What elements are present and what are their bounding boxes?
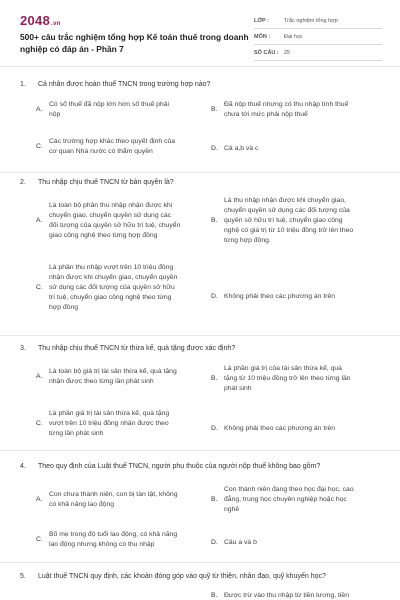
answer-option-b[interactable] — [211, 100, 386, 120]
question-text — [20, 178, 390, 187]
option-line: sử dụng các đối tượng của quyền sở hữu — [49, 284, 175, 291]
option-text — [224, 144, 258, 154]
option-letter: A. — [36, 106, 43, 113]
answer-option-b[interactable] — [211, 364, 386, 394]
option-line: Là toàn bộ phần thu nhập nhận được khi — [49, 202, 173, 209]
answer-option-d[interactable] — [211, 292, 386, 302]
meta-value: Trắc nghiệm tổng hợp — [284, 18, 338, 24]
option-letter: A. — [36, 373, 43, 380]
question-number: 2. — [20, 179, 26, 186]
option-line: nghề — [224, 506, 240, 513]
option-line: quyền sở hữu trí tuệ, chuyển giao công — [224, 217, 343, 224]
meta-row-class — [254, 14, 382, 29]
option-line: Con thành niên đang theo học đại học, cao — [224, 486, 354, 493]
question-stem: Thu nhập chịu thuế TNCN từ bản quyền là? — [38, 179, 174, 186]
option-line: đối tượng của quyền sở hữu trí tuệ, chuyển — [49, 222, 181, 229]
question-text — [20, 572, 390, 581]
meta-row-count — [254, 46, 382, 61]
option-letter: D. — [211, 145, 218, 152]
option-line: lao động nhưng không có thu nhập — [49, 541, 155, 548]
option-line: cơ quan Nhà nước có thẩm quyền — [49, 148, 153, 155]
option-line: đẳng, trung học chuyên nghiệp hoặc học — [224, 496, 347, 503]
answer-option-d[interactable] — [211, 144, 386, 154]
question-text — [20, 344, 390, 353]
question-number: 3. — [20, 345, 26, 352]
option-line: Không phải theo các phương án trên — [224, 293, 336, 300]
option-line: Là phần thu nhập vượt trên 10 triệu đồng — [49, 264, 174, 271]
option-text — [49, 201, 180, 241]
answer-option-b[interactable] — [211, 485, 386, 515]
question-divider — [0, 562, 400, 563]
option-text — [49, 263, 177, 313]
document-header — [0, 0, 400, 62]
header-divider — [0, 66, 400, 67]
answer-option-b[interactable] — [211, 196, 386, 246]
option-line: Là toàn bộ giá trị tài sản thừa kế, quà tặng — [49, 368, 177, 375]
option-letter: D. — [211, 539, 218, 546]
answer-option-b[interactable] — [211, 591, 386, 600]
option-text — [49, 100, 169, 120]
option-text — [224, 196, 353, 246]
option-letter: B. — [211, 375, 218, 382]
option-line: Các trường hợp khác theo quyết định của — [49, 138, 176, 145]
option-letter: A. — [36, 217, 43, 224]
option-line: phát sinh — [224, 385, 252, 392]
option-text — [49, 137, 175, 157]
logo-suffix: .vn — [51, 21, 61, 27]
option-letter: C. — [36, 536, 43, 543]
option-line: Cả a,b và c — [224, 145, 259, 152]
option-text — [49, 367, 177, 387]
question-number: 4. — [20, 463, 26, 470]
option-text — [49, 409, 169, 439]
meta-value: Đại học — [284, 34, 303, 40]
option-line: trí tuệ, chuyển giao công nghệ theo từng — [49, 294, 172, 301]
question-stem: Theo quy định của Luật thuế TNCN, người phụ thuộc của người nộp thuế không bao gồm? — [38, 463, 321, 470]
option-text — [224, 485, 354, 515]
meta-row-subject — [254, 30, 382, 45]
option-text — [49, 530, 177, 550]
option-letter: D. — [211, 293, 218, 300]
option-line: tặng từ 10 triệu đồng trở lên theo từng lần — [224, 375, 351, 382]
option-letter: B. — [211, 496, 218, 503]
meta-label: SỐ CÂU : — [254, 50, 279, 56]
question-stem: Thu nhập chịu thuế TNCN từ thừa kế, quà tặng được xác định? — [38, 345, 236, 352]
answer-option-a[interactable] — [36, 367, 211, 387]
option-text — [224, 538, 257, 548]
answer-option-d[interactable] — [211, 538, 386, 548]
document-meta — [254, 14, 382, 62]
option-line: chuyển quyền sử dụng các đối tượng của — [224, 207, 350, 214]
option-text — [224, 364, 351, 394]
option-line: Là phần giá trị tài sản thừa kế, quà tặng — [49, 410, 170, 417]
option-line: Là phần giá trị của tài sản thừa kế, quà — [224, 365, 342, 372]
option-line: nhận được khi chuyển giao, chuyển quyền — [49, 274, 178, 281]
option-letter: C. — [36, 284, 43, 291]
answer-option-a[interactable] — [36, 100, 211, 120]
option-line: nộp — [49, 111, 61, 118]
answer-option-d[interactable] — [211, 424, 386, 434]
option-line: Đã nộp thuế nhưng có thu nhập tính thuế — [224, 101, 349, 108]
option-line: từng lần phát sinh — [49, 430, 104, 437]
option-line: giao công nghệ theo từng hợp đồng — [49, 232, 158, 239]
option-letter: B. — [211, 217, 218, 224]
option-line: nghệ có giá trị từ 10 triệu đồng trở lên theo — [224, 227, 354, 234]
answer-option-a[interactable] — [36, 490, 211, 510]
option-letter: C. — [36, 143, 43, 150]
option-line: chưa tới mức phải nộp thuế — [224, 111, 308, 118]
answer-option-c[interactable] — [36, 137, 211, 157]
question-divider — [0, 335, 400, 336]
option-text — [224, 424, 335, 434]
answer-option-c[interactable] — [36, 263, 211, 313]
option-line: Là thu nhập nhận được khi chuyển giao, — [224, 197, 346, 204]
option-line: hợp đồng — [49, 304, 79, 311]
option-letter: B. — [211, 592, 218, 599]
option-line: chuyển giao, chuyển quyền sử dụng các — [49, 212, 172, 219]
option-text — [49, 490, 178, 510]
option-line: nhận được theo từng lần phát sinh — [49, 378, 154, 385]
answer-option-c[interactable] — [36, 530, 211, 550]
question-stem: Luật thuế TNCN quy định, các khoản đóng góp vào quỹ từ thiện, nhân đạo, quỹ khuyến học? — [38, 573, 326, 580]
question-text — [20, 462, 390, 471]
option-line: vượt trên 10 triệu đồng nhận được theo — [49, 420, 169, 427]
logo-text: 2048 — [20, 13, 51, 28]
meta-value: 25 — [284, 50, 291, 56]
document-title: 500+ câu trắc nghiệm tổng hợp Kế toán thuế trong doanh nghiệp có đáp án - Phần 7 — [20, 32, 249, 54]
meta-label: LỚP : — [254, 18, 269, 24]
question-stem: Cá nhân được hoàn thuế TNCN trong trường hợp nào? — [38, 81, 211, 88]
option-text — [224, 591, 349, 600]
option-letter: A. — [36, 496, 43, 503]
option-line: Không phải theo các phương án trên — [224, 425, 336, 432]
option-line: từng hợp đồng. — [224, 237, 271, 244]
answer-option-c[interactable] — [36, 409, 211, 439]
site-logo[interactable] — [20, 13, 61, 28]
question-text — [20, 80, 390, 89]
option-line: Bố mẹ trong độ tuổi lao động, có khả năng — [49, 531, 178, 538]
question-number: 5. — [20, 573, 26, 580]
option-line: Câu a và b — [224, 539, 257, 546]
option-text — [224, 100, 348, 120]
answer-option-a[interactable] — [36, 201, 211, 241]
option-line: Con chưa thành niên, con bị tàn tật, không — [49, 491, 178, 498]
option-line: Được trừ vào thu nhập từ tiền lương, tiền — [224, 592, 349, 599]
question-number: 1. — [20, 81, 26, 88]
meta-label: MÔN : — [254, 34, 271, 40]
option-line: có khả năng lao động — [49, 501, 115, 508]
option-line: Có số thuế đã nộp lớn hơn số thuế phải — [49, 101, 170, 108]
question-divider — [0, 172, 400, 173]
option-letter: C. — [36, 420, 43, 427]
option-text — [224, 292, 335, 302]
question-divider — [0, 450, 400, 451]
option-letter: D. — [211, 425, 218, 432]
option-letter: B. — [211, 106, 218, 113]
